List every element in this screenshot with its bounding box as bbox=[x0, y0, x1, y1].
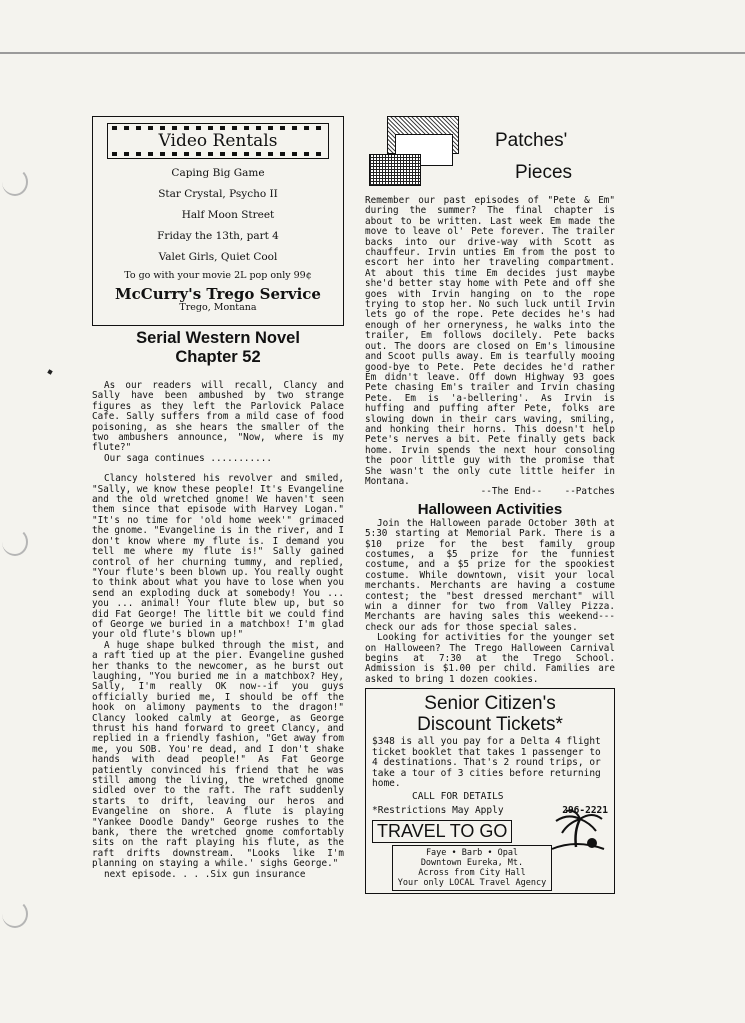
stray-mark bbox=[47, 369, 52, 374]
story-paragraph: Our saga continues ........... bbox=[104, 452, 272, 464]
top-rule bbox=[0, 52, 745, 54]
story-paragraph: A huge shape bulked through the mist, and a raft tied up at the pier. Evangeline gushed her thanks to the newcomer, as he burst out laughing, "You buried me in a matchbox? Hey, Sally, I'm really OK now--if you guys officially buried me, I should be off the hook on alimony payments to the dragon!" Clancy looked calmly at George, as George thrust his hand forward to greet Clancy, and replied in a friendly fashion, "Get away from me, you SOB. You're dead, and I don't shake hands with dead people!" As Fat George patiently convinced his friend that he was still among the living, the wretched gnome sidled over to the raft. The raft suddenly starts to drift, leaving our heros and Evangeline on shore. A flute is playing "Yankee Doodle Dandy" George rushes to the bank, there the wretched gnome comfortably sits on the raft playing his flute, as the raft drifts downstream. "Looks like I'm planning on staying a while.' sighs George." bbox=[92, 639, 344, 870]
palm-tree-icon bbox=[546, 809, 606, 853]
video-item: Star Crystal, Psycho II bbox=[158, 188, 278, 200]
shop-location: Trego, Montana bbox=[179, 302, 257, 313]
pieces-title: Pieces bbox=[515, 162, 573, 183]
right-column bbox=[365, 116, 615, 894]
halloween-paragraph: Join the Halloween parade October 30th at 5:30 starting at Memorial Park. There is a $10 prize for the best family group costumes, a $5 prize for the funniest costume, and a $5 prize for the spookiest costume. While downtown, visit your local merchants. Merchants are having a costume contest; the "best dressed merchant" will win a dinner for two from Valley Pizza. Merchants are having sales this weekend---check our ads for those special sales. bbox=[365, 517, 615, 633]
senior-discount-ad bbox=[365, 688, 615, 894]
video-rentals-ad bbox=[92, 116, 344, 326]
patches-header bbox=[365, 116, 615, 190]
left-column bbox=[92, 116, 344, 880]
binder-hole-middle bbox=[2, 528, 28, 556]
halloween-activities bbox=[365, 501, 615, 686]
video-item: Caping Big Game bbox=[171, 167, 265, 179]
travel-to-go-logo: TRAVEL TO GO bbox=[372, 820, 512, 843]
pop-promo: To go with your movie 2L pop only 99¢ bbox=[124, 270, 312, 281]
video-rentals-title: Video Rentals bbox=[158, 131, 278, 151]
story-paragraph: Clancy holstered his revolver and smiled, "Sally, we know these people! It's Evangeline and the old wretched gnome! We haven't seen them since that episode with Harvey Logan." "It's no time for 'old home week'" grimaced the gnome. "Evangeline is in the river, and I don't know where my flute is. I demand you tell me where my flute is!" Sally gained control of her churning tummy, and replied, "Your flute's been blown up. You really ought to think about what you have to lose when you send an exploding duck at somebody! You ... you ... animal! Your flute blew up, but so did Fat George! The little bit we could find of George we buried in a matchbox! I'm glad your old flute's blown up!" bbox=[92, 473, 344, 641]
video-item: Half Moon Street bbox=[181, 209, 275, 221]
senior-ad-title: Senior Citizen's bbox=[424, 693, 556, 715]
story-paragraph: As our readers will recall, Clancy and Sally have been ambushed by two strange figures as they left the Parlovick Palace Cafe. Sally suffers from a mild case of food poisoning, as she hears the smaller of the two ambushers announce, "Now, where is my flute?" bbox=[92, 380, 344, 454]
shop-name: McCurry's Trego Service bbox=[115, 285, 321, 303]
senior-ad-subtitle: Discount Tickets* bbox=[417, 714, 563, 736]
binder-hole-top bbox=[2, 168, 28, 196]
binder-hole-bottom bbox=[2, 900, 28, 928]
patches-paragraph: Remember our past episodes of "Pete & Em" during the summer? The final chapter is about to be written. Last week Em made the move to leave ol' Pete forever. The trailer backs into our drive-way with Scott as chauffeur. Irvin unties Em from the post to escort her into her traveling compartment. At about this time Em decides just maybe she'd better stay home with Pete and off she goes with Irvin hanging on to the rope trying to stop her. No such luck until Irvin lets go of the rope. Pete decides he's had enough of her orneryness, he walks into the trailer, Em follows docilely. Pete backs out. The doors are closed on Em's limousine and Scoot pulls away. Em is tearfully mooing good-bye to Pete. Pete decides he'd rather Em didn't leave. Off down Highway 93 goes Pete chasing Em's trailer and Irvin chasing Pete. Em is 'a-bellering'. As Irvin is huffing and puffing after Pete, folks are slowing down in their cars waving, smiling, and honking their horns. This doesn't help Pete's nerves a bit. Pete finally gets back home. Irvin spends the next hour consoling the poor little guy with the promise that She wasn't the only cute little heifer in Montana. bbox=[365, 195, 615, 487]
restrictions-note: *Restrictions May Apply bbox=[372, 805, 504, 817]
serial-title: Serial Western Novel bbox=[136, 329, 300, 347]
serial-western-novel bbox=[92, 329, 344, 880]
halloween-title: Halloween Activities bbox=[417, 500, 563, 518]
halloween-paragraph: Looking for activities for the younger set on Halloween? The Trego Halloween Carnival begins at 7:30 at the Trego School. Admission is $1.00 per child. Families are asked to bring 1 dozen cookies. bbox=[365, 632, 615, 685]
agency-address: Across from City Hall bbox=[418, 868, 526, 879]
agency-tagline: Your only LOCAL Travel Agency bbox=[397, 878, 547, 889]
phone-number: 296-2221 bbox=[562, 805, 608, 817]
video-item: Friday the 13th, part 4 bbox=[157, 230, 279, 242]
next-episode: next episode. . . .Six gun insurance bbox=[104, 868, 306, 880]
patches-signoff: --The End-- --Patches bbox=[480, 486, 615, 498]
call-for-details: CALL FOR DETAILS bbox=[412, 790, 504, 802]
video-item: Valet Girls, Quiet Cool bbox=[158, 251, 278, 263]
staff-names: Faye • Barb • Opal bbox=[425, 848, 519, 859]
patches-title: Patches' bbox=[495, 130, 568, 151]
serial-chapter: Chapter 52 bbox=[175, 348, 261, 366]
patch-graphic bbox=[369, 154, 421, 186]
agency-address: Downtown Eureka, Mt. bbox=[420, 858, 524, 869]
film-strip-banner bbox=[107, 123, 329, 159]
senior-ad-text: $348 is all you pay for a Delta 4 flight ticket booklet that takes 1 passenger to 4 destinations. That's 2 round trips, or take a tour of 3 cities before returning home. bbox=[372, 736, 601, 790]
agency-info bbox=[392, 845, 552, 891]
